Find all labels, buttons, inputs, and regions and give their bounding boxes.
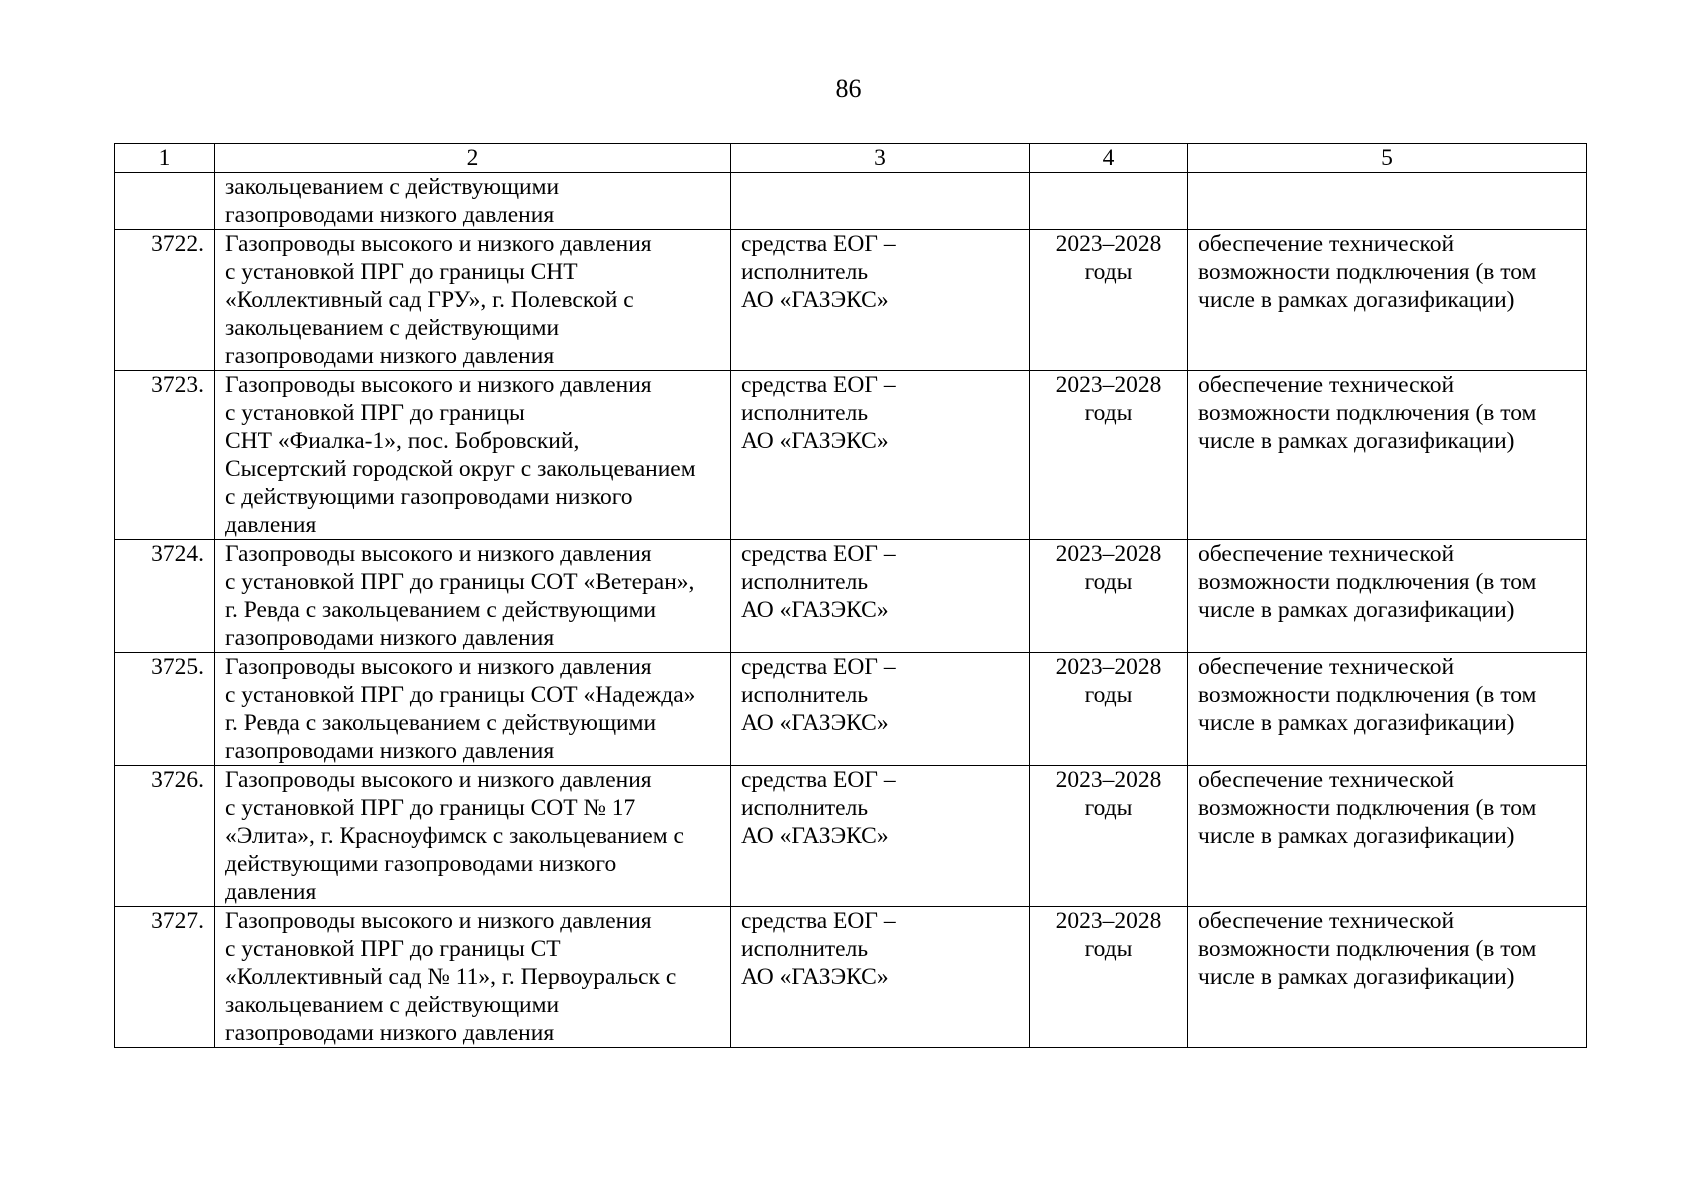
cell-description bbox=[215, 653, 731, 766]
cell-purpose bbox=[1188, 653, 1587, 766]
table-row bbox=[115, 540, 1587, 653]
cell-text-line: 2023–2028 bbox=[1055, 541, 1162, 567]
cell-text-line: годы bbox=[1084, 400, 1133, 426]
cell-text-line: г. Ревда с закольцеванием с действующими bbox=[225, 597, 657, 623]
cell-purpose bbox=[1188, 766, 1587, 907]
cell-text-line: давления bbox=[225, 512, 317, 538]
column-header-5: 5 bbox=[1188, 144, 1587, 173]
cell-text-line: Газопроводы высокого и низкого давления bbox=[225, 654, 652, 680]
cell-text-line: «Коллективный сад № 11», г. Первоуральск с bbox=[225, 964, 677, 990]
cell-text-line: АО «ГАЗЭКС» bbox=[741, 823, 889, 849]
cell-period bbox=[1030, 766, 1188, 907]
cell-text-line: исполнитель bbox=[741, 936, 869, 962]
cell-text-line: АО «ГАЗЭКС» bbox=[741, 964, 889, 990]
cell-text-line: исполнитель bbox=[741, 569, 869, 595]
cell-text-line: давления bbox=[225, 879, 317, 905]
cell-number: 3725. bbox=[115, 653, 215, 766]
cell-purpose bbox=[1188, 907, 1587, 1048]
table-row bbox=[115, 907, 1587, 1048]
cell-text-line: средства ЕОГ – bbox=[741, 654, 896, 680]
cell-text-line: «Элита», г. Красноуфимск с закольцеванием с bbox=[225, 823, 684, 849]
cell-text-line: средства ЕОГ – bbox=[741, 231, 896, 257]
cell-funding-source bbox=[731, 540, 1030, 653]
cell-funding-source bbox=[731, 766, 1030, 907]
cell-text-line: обеспечение технической bbox=[1198, 654, 1455, 680]
cell-text-line: средства ЕОГ – bbox=[741, 372, 896, 398]
cell-text-line: числе в рамках догазификации) bbox=[1198, 428, 1515, 454]
cell-text-line: исполнитель bbox=[741, 795, 869, 821]
column-header-4: 4 bbox=[1030, 144, 1188, 173]
cell-text-line: СНТ «Фиалка-1», пос. Бобровский, bbox=[225, 428, 580, 454]
cell-text-line: с установкой ПРГ до границы СНТ bbox=[225, 259, 578, 285]
cell-purpose bbox=[1188, 371, 1587, 540]
cell-text-line: газопроводами низкого давления bbox=[225, 738, 555, 764]
cell-text-line: 2023–2028 bbox=[1055, 231, 1162, 257]
cell-text-line: обеспечение технической bbox=[1198, 541, 1455, 567]
cell-text-line: годы bbox=[1084, 259, 1133, 285]
cell-purpose bbox=[1188, 173, 1587, 230]
cell-text-line: с установкой ПРГ до границы СОТ № 17 bbox=[225, 795, 636, 821]
cell-text-line: исполнитель bbox=[741, 682, 869, 708]
cell-description bbox=[215, 173, 731, 230]
cell-text-line: числе в рамках догазификации) bbox=[1198, 823, 1515, 849]
table-row bbox=[115, 230, 1587, 371]
cell-number: 3727. bbox=[115, 907, 215, 1048]
table-body bbox=[115, 173, 1587, 1048]
cell-period bbox=[1030, 173, 1188, 230]
cell-text-line: возможности подключения (в том bbox=[1198, 569, 1537, 595]
cell-text-line: числе в рамках догазификации) bbox=[1198, 287, 1515, 313]
cell-text-line: 2023–2028 bbox=[1055, 767, 1162, 793]
cell-text-line: исполнитель bbox=[741, 400, 869, 426]
cell-description bbox=[215, 230, 731, 371]
cell-text-line: возможности подключения (в том bbox=[1198, 400, 1537, 426]
cell-text-line: с установкой ПРГ до границы СТ bbox=[225, 936, 561, 962]
cell-text-line: обеспечение технической bbox=[1198, 767, 1455, 793]
cell-text-line: газопроводами низкого давления bbox=[225, 1020, 555, 1046]
cell-text-line: газопроводами низкого давления bbox=[225, 202, 555, 228]
column-header-2: 2 bbox=[215, 144, 731, 173]
cell-text-line: закольцеванием с действующими bbox=[225, 174, 560, 200]
cell-text-line: обеспечение технической bbox=[1198, 231, 1455, 257]
cell-text-line: средства ЕОГ – bbox=[741, 767, 896, 793]
cell-purpose bbox=[1188, 230, 1587, 371]
cell-description bbox=[215, 907, 731, 1048]
cell-description bbox=[215, 540, 731, 653]
cell-text-line: годы bbox=[1084, 569, 1133, 595]
cell-text-line: газопроводами низкого давления bbox=[225, 343, 555, 369]
cell-text-line: средства ЕОГ – bbox=[741, 541, 896, 567]
cell-text-line: АО «ГАЗЭКС» bbox=[741, 287, 889, 313]
cell-description bbox=[215, 766, 731, 907]
cell-funding-source bbox=[731, 371, 1030, 540]
cell-text-line: числе в рамках догазификации) bbox=[1198, 597, 1515, 623]
cell-text-line: 2023–2028 bbox=[1055, 908, 1162, 934]
cell-text-line: Газопроводы высокого и низкого давления bbox=[225, 231, 652, 257]
cell-text-line: газопроводами низкого давления bbox=[225, 625, 555, 651]
cell-text-line: с установкой ПРГ до границы СОТ «Ветеран», bbox=[225, 569, 695, 595]
cell-text-line: г. Ревда с закольцеванием с действующими bbox=[225, 710, 657, 736]
cell-text-line: числе в рамках догазификации) bbox=[1198, 964, 1515, 990]
cell-text-line: Газопроводы высокого и низкого давления bbox=[225, 541, 652, 567]
cell-description bbox=[215, 371, 731, 540]
cell-text-line: закольцеванием с действующими bbox=[225, 992, 560, 1018]
cell-text-line: 2023–2028 bbox=[1055, 654, 1162, 680]
cell-text-line: средства ЕОГ – bbox=[741, 908, 896, 934]
page-number: 86 bbox=[835, 74, 862, 103]
table-row bbox=[115, 653, 1587, 766]
cell-funding-source bbox=[731, 230, 1030, 371]
cell-text-line: действующими газопроводами низкого bbox=[225, 851, 617, 877]
cell-text-line: возможности подключения (в том bbox=[1198, 682, 1537, 708]
cell-text-line: Сысертский городской округ с закольцеванием bbox=[225, 456, 696, 482]
cell-text-line: возможности подключения (в том bbox=[1198, 259, 1537, 285]
cell-text-line: АО «ГАЗЭКС» bbox=[741, 597, 889, 623]
cell-text-line: годы bbox=[1084, 936, 1133, 962]
cell-purpose bbox=[1188, 540, 1587, 653]
cell-text-line: с действующими газопроводами низкого bbox=[225, 484, 633, 510]
cell-funding-source bbox=[731, 173, 1030, 230]
table-row bbox=[115, 766, 1587, 907]
cell-text-line: с установкой ПРГ до границы СОТ «Надежда» bbox=[225, 682, 696, 708]
cell-text-line: возможности подключения (в том bbox=[1198, 936, 1537, 962]
cell-text-line: числе в рамках догазификации) bbox=[1198, 710, 1515, 736]
cell-text-line: АО «ГАЗЭКС» bbox=[741, 428, 889, 454]
cell-number: 3726. bbox=[115, 766, 215, 907]
cell-number: 3723. bbox=[115, 371, 215, 540]
cell-text-line: с установкой ПРГ до границы bbox=[225, 400, 525, 426]
cell-text-line: Газопроводы высокого и низкого давления bbox=[225, 908, 652, 934]
cell-number: 3724. bbox=[115, 540, 215, 653]
cell-text-line: обеспечение технической bbox=[1198, 372, 1455, 398]
cell-text-line: годы bbox=[1084, 682, 1133, 708]
cell-text-line: обеспечение технической bbox=[1198, 908, 1455, 934]
column-header-1: 1 bbox=[115, 144, 215, 173]
data-table bbox=[114, 143, 1587, 1048]
cell-text-line: «Коллективный сад ГРУ», г. Полевской с bbox=[225, 287, 634, 313]
column-header-3: 3 bbox=[731, 144, 1030, 173]
cell-period bbox=[1030, 907, 1188, 1048]
cell-period bbox=[1030, 230, 1188, 371]
cell-text-line: годы bbox=[1084, 795, 1133, 821]
cell-number bbox=[115, 173, 215, 230]
cell-text-line: АО «ГАЗЭКС» bbox=[741, 710, 889, 736]
cell-text-line: исполнитель bbox=[741, 259, 869, 285]
cell-text-line: возможности подключения (в том bbox=[1198, 795, 1537, 821]
cell-period bbox=[1030, 371, 1188, 540]
cell-funding-source bbox=[731, 653, 1030, 766]
cell-funding-source bbox=[731, 907, 1030, 1048]
cell-number: 3722. bbox=[115, 230, 215, 371]
cell-text-line: закольцеванием с действующими bbox=[225, 315, 560, 341]
cell-text-line: Газопроводы высокого и низкого давления bbox=[225, 767, 652, 793]
table-row-continuation bbox=[115, 173, 1587, 230]
table-row bbox=[115, 371, 1587, 540]
cell-text-line: 2023–2028 bbox=[1055, 372, 1162, 398]
cell-period bbox=[1030, 540, 1188, 653]
header-row bbox=[115, 144, 1587, 173]
cell-text-line: Газопроводы высокого и низкого давления bbox=[225, 372, 652, 398]
cell-period bbox=[1030, 653, 1188, 766]
